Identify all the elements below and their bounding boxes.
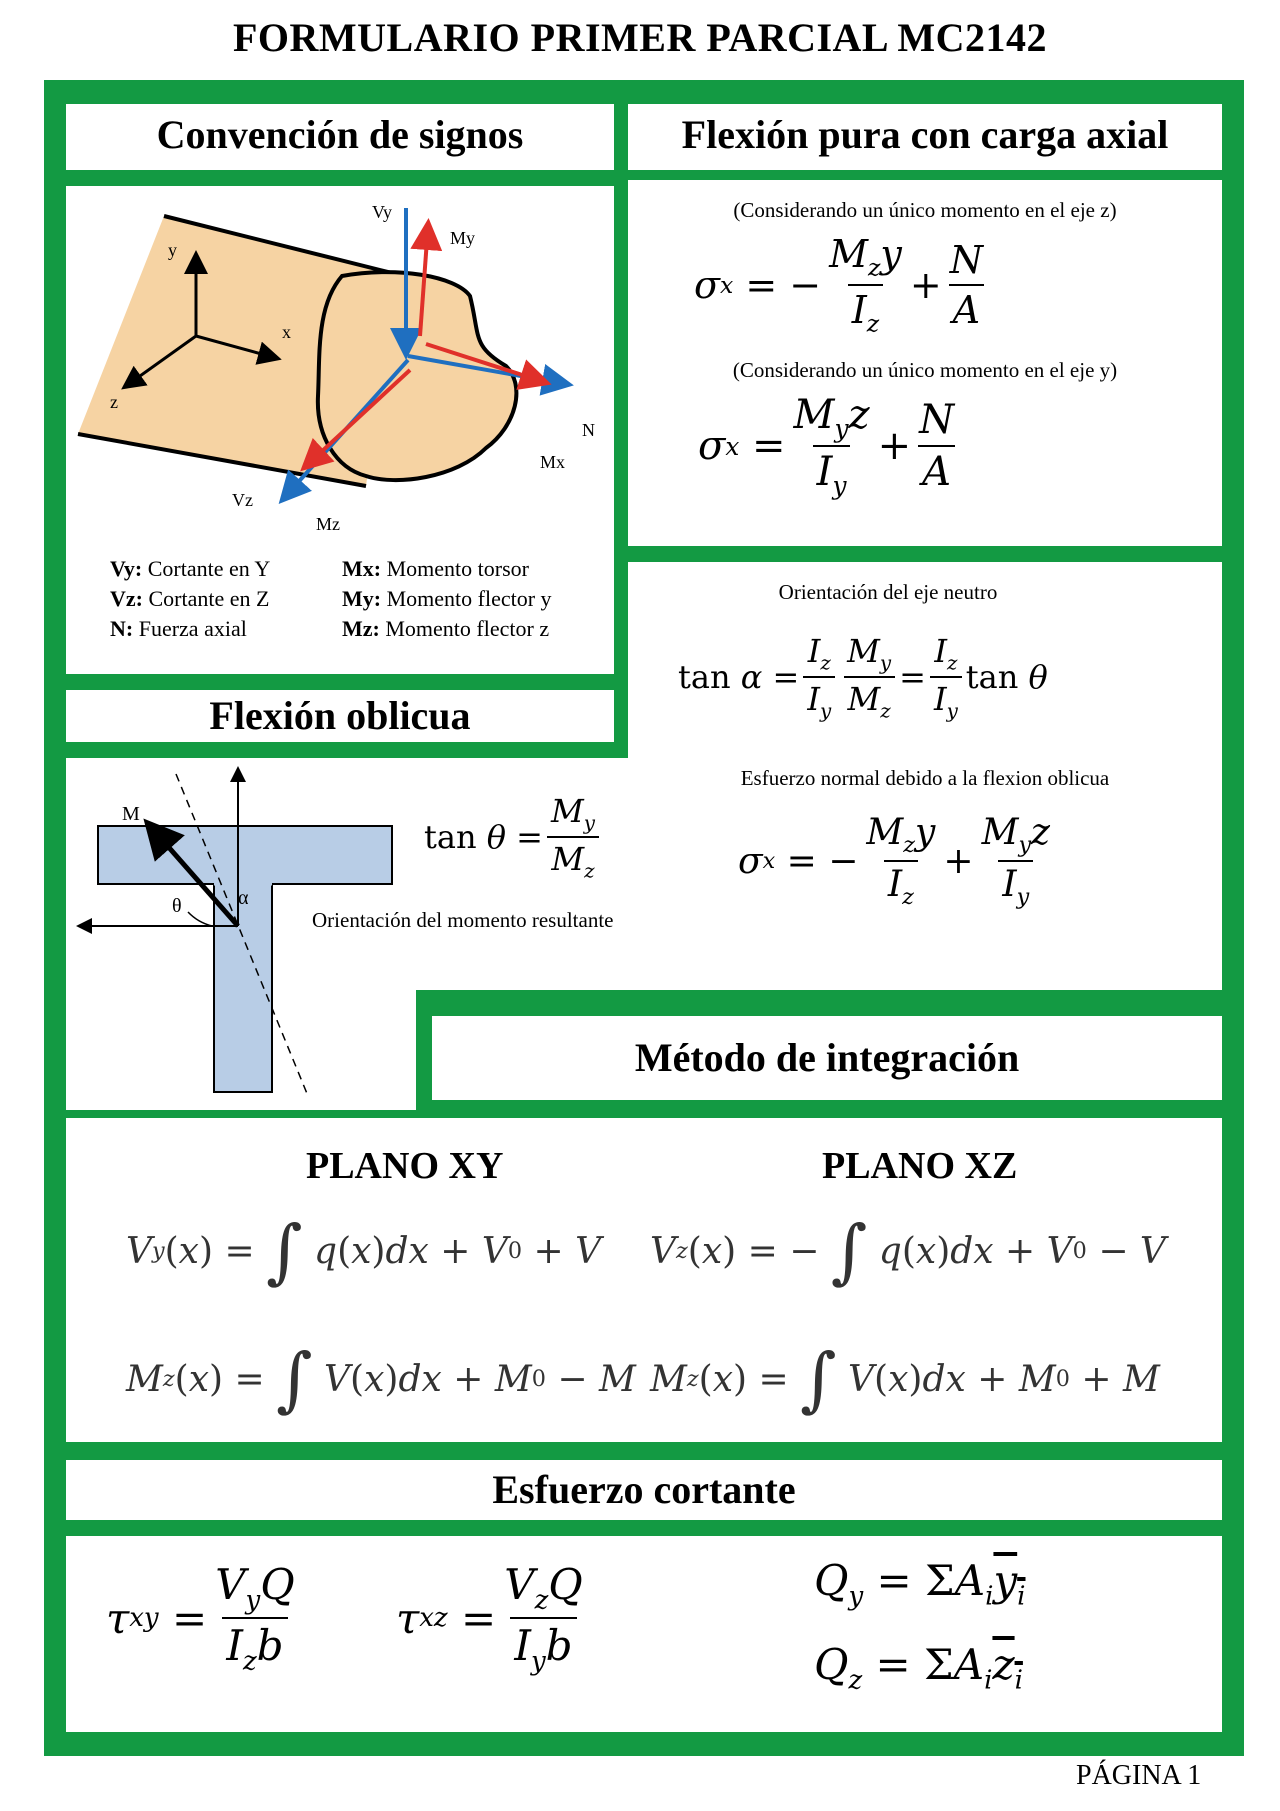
label-theta: θ <box>172 895 182 917</box>
eq-qz: $Q_z = \Sigma A_iz_i$ <box>814 1640 1023 1696</box>
signos-title: Convención de signos <box>156 112 524 157</box>
neutro-box <box>628 562 1222 990</box>
plano-xz-title: PLANO XZ <box>822 1145 1018 1187</box>
oblique-diagram <box>76 760 416 1110</box>
label-vz: Vz <box>232 490 253 510</box>
label-my: My <box>450 228 476 248</box>
integracion-header <box>432 1016 1222 1100</box>
cross-section <box>318 272 517 480</box>
oblicua-header <box>66 690 614 742</box>
label-n: N <box>582 420 595 440</box>
label-x: x <box>282 322 291 342</box>
cortante-box <box>66 1536 1222 1732</box>
eq-sigma-oblique: σ x = − $\frac{M_zy}{I_z}$ + $\frac{M_yz}{I_y}$ <box>738 812 1051 911</box>
label-mx: Mx <box>540 452 566 472</box>
integracion-box <box>66 1118 1222 1442</box>
axial-box <box>628 180 1222 546</box>
label-mz: Mz <box>316 514 340 534</box>
axial-note-z: (Considerando un único momento en el eje z) <box>733 198 1117 222</box>
label-y: y <box>168 240 177 260</box>
eq-tau-xy: τ xy = $\frac{V_yQ}{I_zb}$ <box>106 1560 295 1677</box>
legend-n: N: Fuerza axial <box>110 616 247 641</box>
page-number: PÁGINA 1 <box>1076 1760 1202 1791</box>
label-vy: Vy <box>372 202 393 222</box>
eq-qy: $Q_y = \Sigma A_iy_i$ <box>814 1556 1026 1612</box>
legend-mz: Mz: Momento flector z <box>342 616 550 641</box>
legend-right <box>342 554 602 644</box>
axial-note-y: (Considerando un único momento en el eje y) <box>732 358 1118 382</box>
label-m: M <box>122 803 140 825</box>
label-alpha: α <box>238 887 249 909</box>
legend-my: My: Momento flector y <box>342 586 552 611</box>
legend-mx: Mx: Momento torsor <box>342 556 529 581</box>
cortante-header <box>66 1460 1222 1520</box>
axial-title: Flexión pura con carga axial <box>681 112 1169 157</box>
neutro-note: Orientación del eje neutro <box>778 580 998 604</box>
eq-mz-integral-xz: M z ( x ) = ∫ V ( x ) dx + M 0 + M <box>650 1338 1160 1420</box>
eq-sigma-my: σ x = $\frac{M_yz}{I_y}$ + $\frac{N}{A}$ <box>698 392 955 500</box>
eq-sigma-mz: σ x = − $\frac{M_zy}{I_z}$ + $\frac{N}{A}$ <box>694 232 983 338</box>
page-title: FORMULARIO PRIMER PARCIAL MC2142 <box>232 15 1048 60</box>
neutro-note2: Esfuerzo normal debido a la flexion oblicua <box>740 766 1110 790</box>
eq-tau-xz: τ xz = $\frac{V_zQ}{I_yb}$ <box>396 1560 583 1677</box>
oblicua-note: Orientación del momento resultante <box>312 908 614 932</box>
eq-vz-integral: V z ( x ) = − ∫ q ( x ) dx + V 0 − V <box>650 1210 1166 1292</box>
sign-convention-diagram <box>66 186 614 546</box>
legend-vz: Vz: Cortante en Z <box>110 586 270 611</box>
eq-mz-integral-xy: M z ( x ) = ∫ V ( x ) dx + M 0 − M <box>126 1338 636 1420</box>
plano-xy-title: PLANO XY <box>306 1145 504 1187</box>
label-z: z <box>110 392 118 412</box>
legend-vy: Vy: Cortante en Y <box>110 556 271 581</box>
legend-left <box>110 554 330 644</box>
eq-vy-integral: V y ( x ) = ∫ q ( x ) dx + V 0 + V <box>126 1210 602 1292</box>
eq-tan-theta: tan θ = $\frac{M_y}{M_z}$ <box>424 792 603 883</box>
integracion-title: Método de integración <box>634 1035 1020 1080</box>
axial-header <box>628 104 1222 170</box>
oblicua-title: Flexión oblicua <box>209 693 471 738</box>
eq-tan-alpha: tan α = $\frac{I_z}{I_y}$ $\frac{M_y}{M_z}$ = $\frac{I_z}{I_y}$ tan θ <box>678 632 1048 723</box>
signos-box <box>66 186 614 674</box>
cortante-title: Esfuerzo cortante <box>492 1467 796 1512</box>
signos-header <box>66 104 614 170</box>
